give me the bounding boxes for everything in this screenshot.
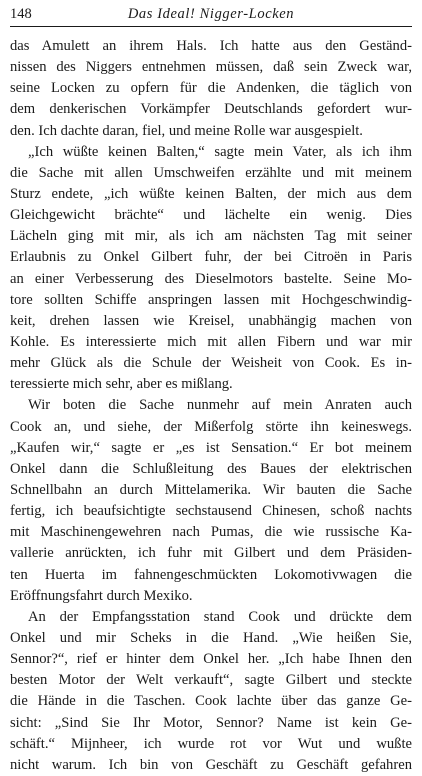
text-line: schäft.“ Mijnheer, ich wurde rot vor Wut und wußte (10, 735, 412, 752)
body-text (10, 36, 412, 776)
text-line: „Ich wüßte keinen Balten,“ sagte mein Vater, als ich ihm (28, 143, 412, 160)
text-line: Eröffnungsfahrt durch Mexiko. (10, 587, 193, 604)
text-line: die Hände in die Taschen. Cook lachte über das ganze Ge- (10, 693, 412, 710)
text-line: das Amulett an ihrem Hals. Ich hatte aus den Geständ- (10, 38, 412, 54)
text-line: besten Motor der Welt verkauft“, sagte Gilbert und steckte (10, 672, 412, 689)
text-line: den. Ich dachte daran, fiel, und meine Rolle war ausgespielt. (10, 122, 363, 139)
text-line: Sturz endete, „ich wüßte keinen Balten, der mich aus dem (10, 185, 412, 202)
text-line: fertig, ich beaufsichtigte sechstausend Chinesen, schoß nachts (10, 503, 412, 520)
text-line: „Kaufen wir,“ sagte er „es ist Sensation.“ Er bot meinem (10, 439, 412, 456)
text-line: Onkel dann die Schlußleitung des Baues der elektrischen (10, 460, 412, 477)
text-line: die Sache mit allen Umschweifen erzählte und mit meinem (10, 164, 412, 181)
text-line: Kohle. Es interessierte mich mit allen Fibern und war mir (10, 333, 412, 350)
text-line: Lächeln ging mit mir, als ich am nächsten Tag mit seiner (10, 228, 412, 245)
text-line: tore sollten Schiffe anspringen lassen mit Hochgeschwindig- (10, 291, 412, 308)
page-header (10, 4, 412, 27)
text-line: keit, drehen lassen wie Kreisel, unabhängig machen von (10, 312, 412, 329)
text-line: sicht: „Sind Sie Ihr Motor, Sennor? Name ist kein Ge- (10, 714, 412, 731)
text-line: ten Huerta im fahnengeschmückten Lokomotivwagen die (10, 566, 412, 583)
text-line: Cook an, und siehe, der Mißerfolg störte ihn keineswegs. (10, 418, 412, 435)
text-line: Onkel und mir Scheks in die Hand. „Wie heißen Sie, (10, 629, 412, 646)
text-line: an einer Verbesserung des Dieselmotors bastelte. Seine Mo- (10, 270, 412, 287)
text-line: Sennor?“, rief er hinter dem Onkel her. „Ich habe Ihnen den (10, 651, 412, 668)
text-line: dem denkerischen Vorkämpfer Deutschlands gefordert wur- (10, 101, 412, 118)
text-line: vallerie anrückten, ich fuhr mit Gilbert und dem Präsiden- (10, 545, 412, 562)
text-line: seine Locken zu opfern für die Andenken, die täglich von (10, 80, 412, 97)
text-line: An der Empfangsstation stand Cook und drückte dem (28, 608, 412, 625)
text-line: Schnellbahn an durch Mittelamerika. Wir bauten die Sache (10, 481, 412, 498)
text-line: Erlaubnis zu Onkel Gilbert fuhr, der bei Citroën in Paris (10, 249, 412, 266)
text-line: teressierte mich sehr, aber es mißlang. (10, 376, 233, 393)
text-line: nissen des Niggers entnehmen müssen, daß sein Zweck war, (10, 59, 412, 76)
text-line: nicht warum. Ich bin von Geschäft zu Geschäft gefahren (10, 756, 412, 773)
text-line: mit Maschinengewehren nach Pumas, die wie russische Ka- (10, 524, 412, 541)
text-line: Gleichgewicht brächte“ und lächelte ein wenig. Dies (10, 207, 412, 224)
text-line: Wir boten die Sache nunmehr auf mein Anraten auch (28, 397, 412, 414)
running-title: Das Ideal! Nigger-Locken (127, 6, 295, 22)
text-line: mehr Glück als die Schule der Weisheit von Cook. Es in- (10, 355, 412, 372)
page-number: 148 (10, 6, 32, 22)
